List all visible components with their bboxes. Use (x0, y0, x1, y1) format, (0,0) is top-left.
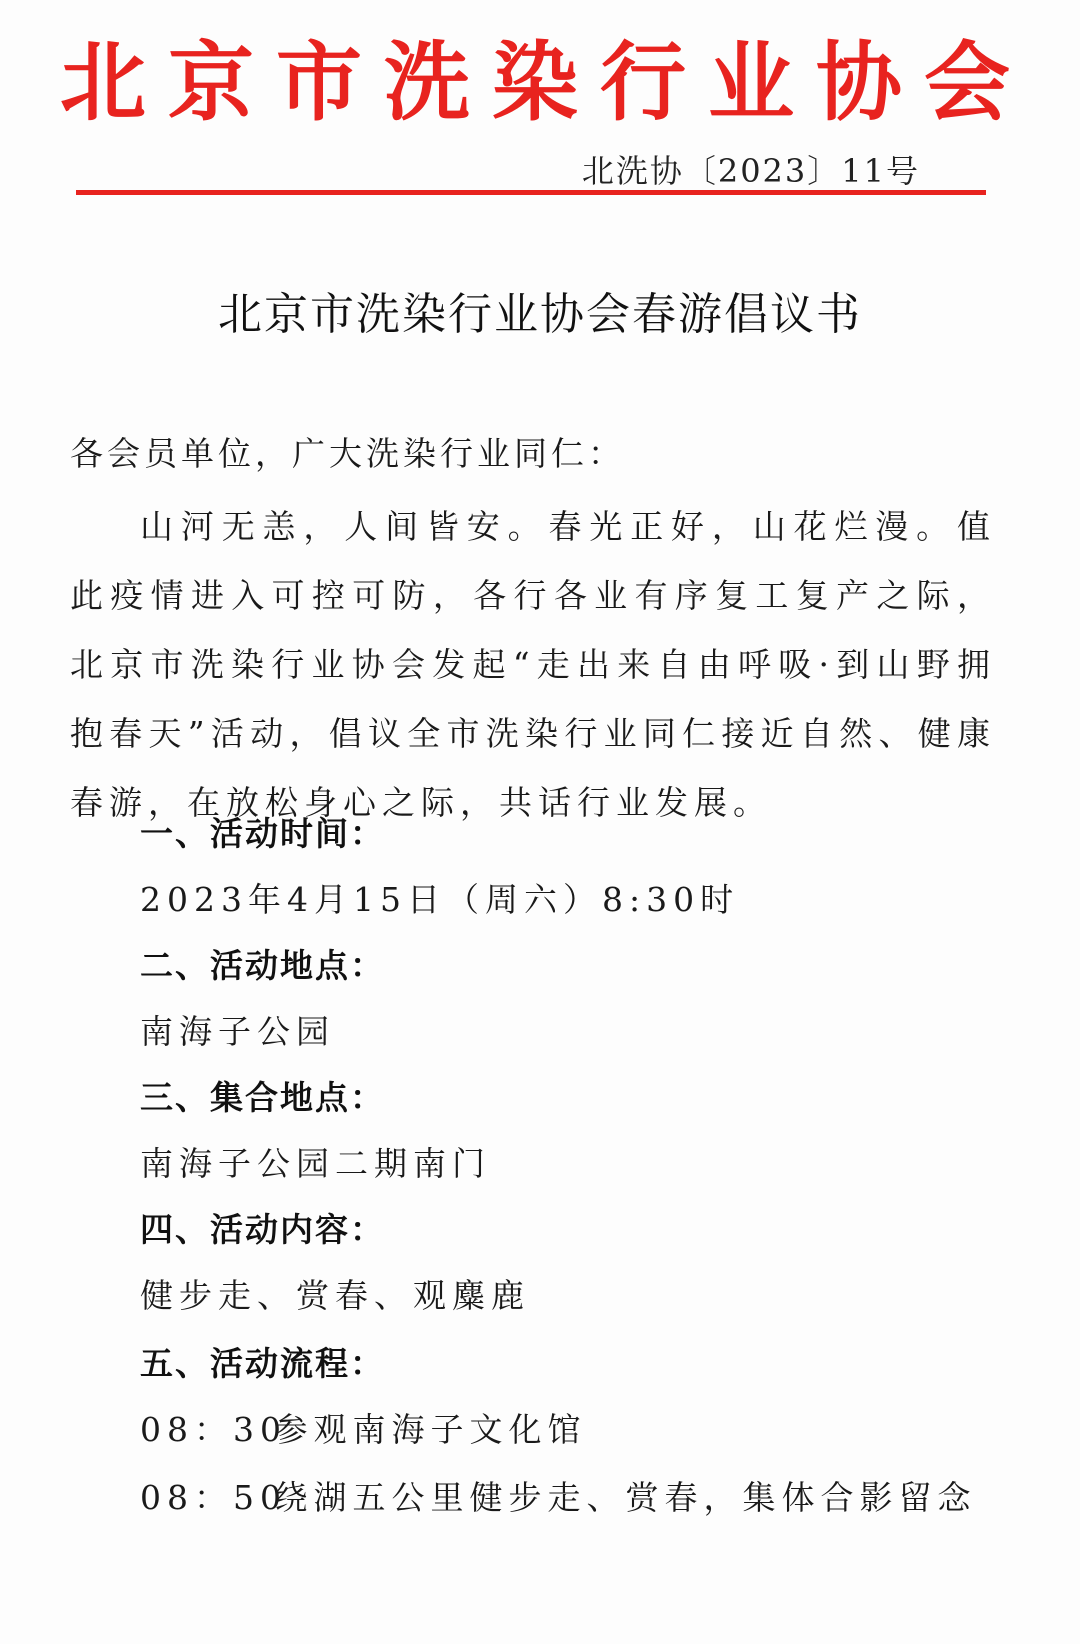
document-number: 北洗协〔2023〕11号 (581, 152, 920, 190)
section-value-gathering: 南海子公园二期南门 (140, 1144, 491, 1183)
section-value-time: 2023年4月15日（周六）8:30时 (140, 880, 740, 919)
flow-item-time: 08：30 (140, 1410, 287, 1449)
organization-masthead: 北京市洗染行业协会 (60, 33, 1032, 133)
flow-item-text: 绕湖五公里健步走、赏春，集体合影留念 (274, 1478, 977, 1517)
section-value-place: 南海子公园 (140, 1012, 335, 1051)
flow-item-time: 08：50 (140, 1478, 287, 1517)
flow-item (140, 1404, 1020, 1451)
salutation: 各会员单位，广大洗染行业同仁： (70, 434, 625, 473)
section-heading-time: 一、活动时间： (140, 814, 385, 853)
section-heading-place: 二、活动地点： (140, 946, 385, 985)
intro-paragraph: 山河无恙，人间皆安。春光正好，山花烂漫。值此疫情进入可控可防，各行各业有序复工复产之际，北京市洗染行业协会发起“走出来自由呼吸·到山野拥抱春天”活动，倡议全市洗染行业同仁接近自然、健康春游，在放松身心之际，共话行业发展。 (70, 507, 996, 822)
red-divider-line (76, 190, 986, 195)
section-value-content: 健步走、赏春、观麋鹿 (140, 1276, 530, 1315)
section-heading-flow: 五、活动流程： (140, 1344, 385, 1383)
section-heading-content: 四、活动内容： (140, 1210, 385, 1249)
flow-item (140, 1472, 1020, 1519)
document-title: 北京市洗染行业协会春游倡议书 (218, 289, 862, 340)
section-heading-gathering: 三、集合地点： (140, 1078, 385, 1117)
flow-item-text: 参观南海子文化馆 (274, 1410, 587, 1449)
